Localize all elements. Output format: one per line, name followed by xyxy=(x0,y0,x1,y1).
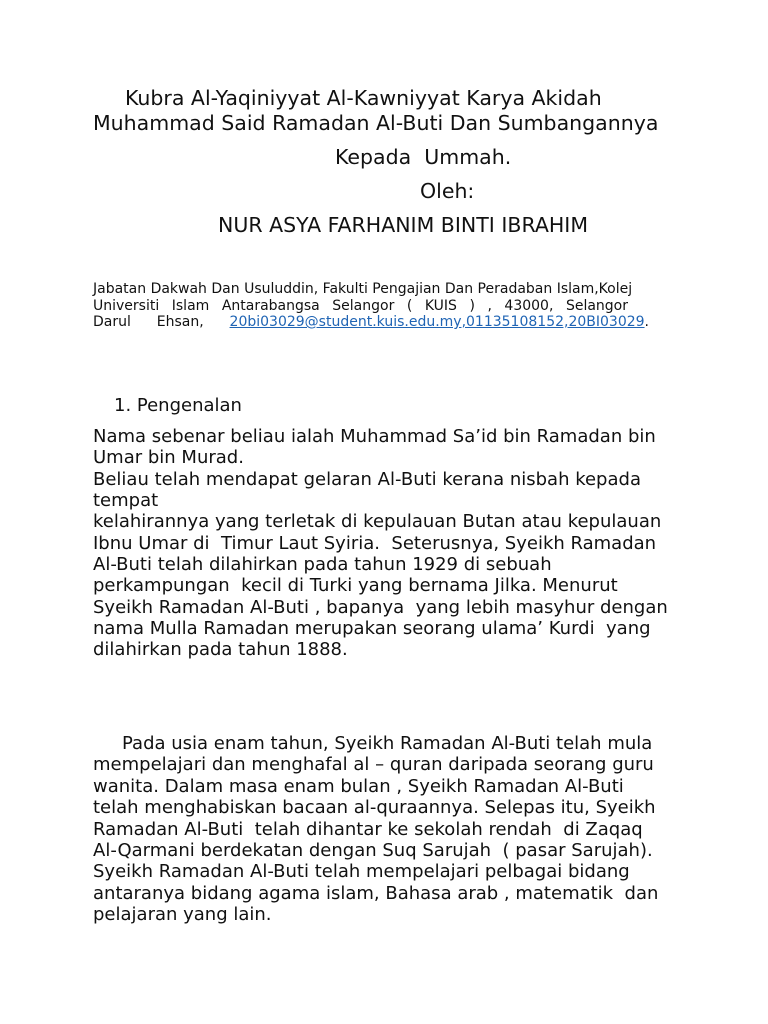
title-line-1: Kubra Al-Yaqiniyyat Al-Kawniyyat Karya Akidah xyxy=(125,86,602,110)
body-line: Al-Buti telah dilahirkan pada tahun 1929 di sebuah xyxy=(93,554,552,576)
section-heading: 1. Pengenalan xyxy=(114,395,242,416)
affiliation-line-3 xyxy=(93,314,649,331)
affiliation-line-2: Universiti Islam Antarabangsa Selangor ( KUIS ) , 43000, Selangor xyxy=(93,298,628,314)
contact-link[interactable]: 20bi03029@student.kuis.edu.my,01135108152,20BI03029 xyxy=(229,314,645,330)
author-name: NUR ASYA FARHANIM BINTI IBRAHIM xyxy=(218,213,589,237)
title-line-3: Kepada Ummah. xyxy=(335,145,512,169)
body-line: antaranya bidang agama islam, Bahasa arab , matematik dan xyxy=(93,882,659,904)
body-line: wanita. Dalam masa enam bulan , Syeikh Ramadan Al-Buti xyxy=(93,775,624,797)
paragraph-education xyxy=(93,733,658,926)
body-line: Pada usia enam tahun, Syeikh Ramadan Al-Buti telah mula xyxy=(122,733,653,754)
body-line: Syeikh Ramadan Al-Buti , bapanya yang lebih masyhur dengan xyxy=(93,596,668,618)
body-line: kelahirannya yang terletak di kepulauan Butan atau kepulauan xyxy=(93,511,662,533)
body-line: mempelajari dan menghafal al – quran daripada seorang guru xyxy=(93,754,654,776)
body-line: nama Mulla Ramadan merupakan seorang ulama’ Kurdi yang xyxy=(93,618,651,640)
affiliation-line-1: Jabatan Dakwah Dan Usuluddin, Fakulti Pengajian Dan Peradaban Islam,Kolej xyxy=(93,281,633,297)
body-line: pelajaran yang lain. xyxy=(93,904,272,926)
affiliation-period: . xyxy=(644,314,649,330)
byline-label: Oleh: xyxy=(420,179,475,203)
body-line: Ibnu Umar di Timur Laut Syiria. Seterusnya, Syeikh Ramadan xyxy=(93,532,657,554)
body-line: Nama sebenar beliau ialah Muhammad Sa’id bin Ramadan bin xyxy=(93,426,656,447)
body-line: Umar bin Murad. xyxy=(93,447,244,469)
paragraph-introduction xyxy=(93,426,668,661)
body-line: perkampungan kecil di Turki yang bernama Jilka. Menurut xyxy=(93,575,618,597)
body-line: Al-Qarmani berdekatan dengan Suq Sarujah ( pasar Sarujah). xyxy=(93,840,653,862)
body-line: Ramadan Al-Buti telah dihantar ke sekolah rendah di Zaqaq xyxy=(93,818,643,840)
body-line: dilahirkan pada tahun 1888. xyxy=(93,639,348,661)
body-line: telah menghabiskan bacaan al-quraannya. Selepas itu, Syeikh xyxy=(93,797,656,819)
title-line-2: Muhammad Said Ramadan Al-Buti Dan Sumbangannya xyxy=(93,111,659,135)
body-line: Syeikh Ramadan Al-Buti telah mempelajari pelbagai bidang xyxy=(93,861,630,883)
affiliation-location: Darul Ehsan, xyxy=(93,314,204,330)
body-line: Beliau telah mendapat gelaran Al-Buti kerana nisbah kepada xyxy=(93,468,641,490)
body-line: tempat xyxy=(93,490,159,512)
